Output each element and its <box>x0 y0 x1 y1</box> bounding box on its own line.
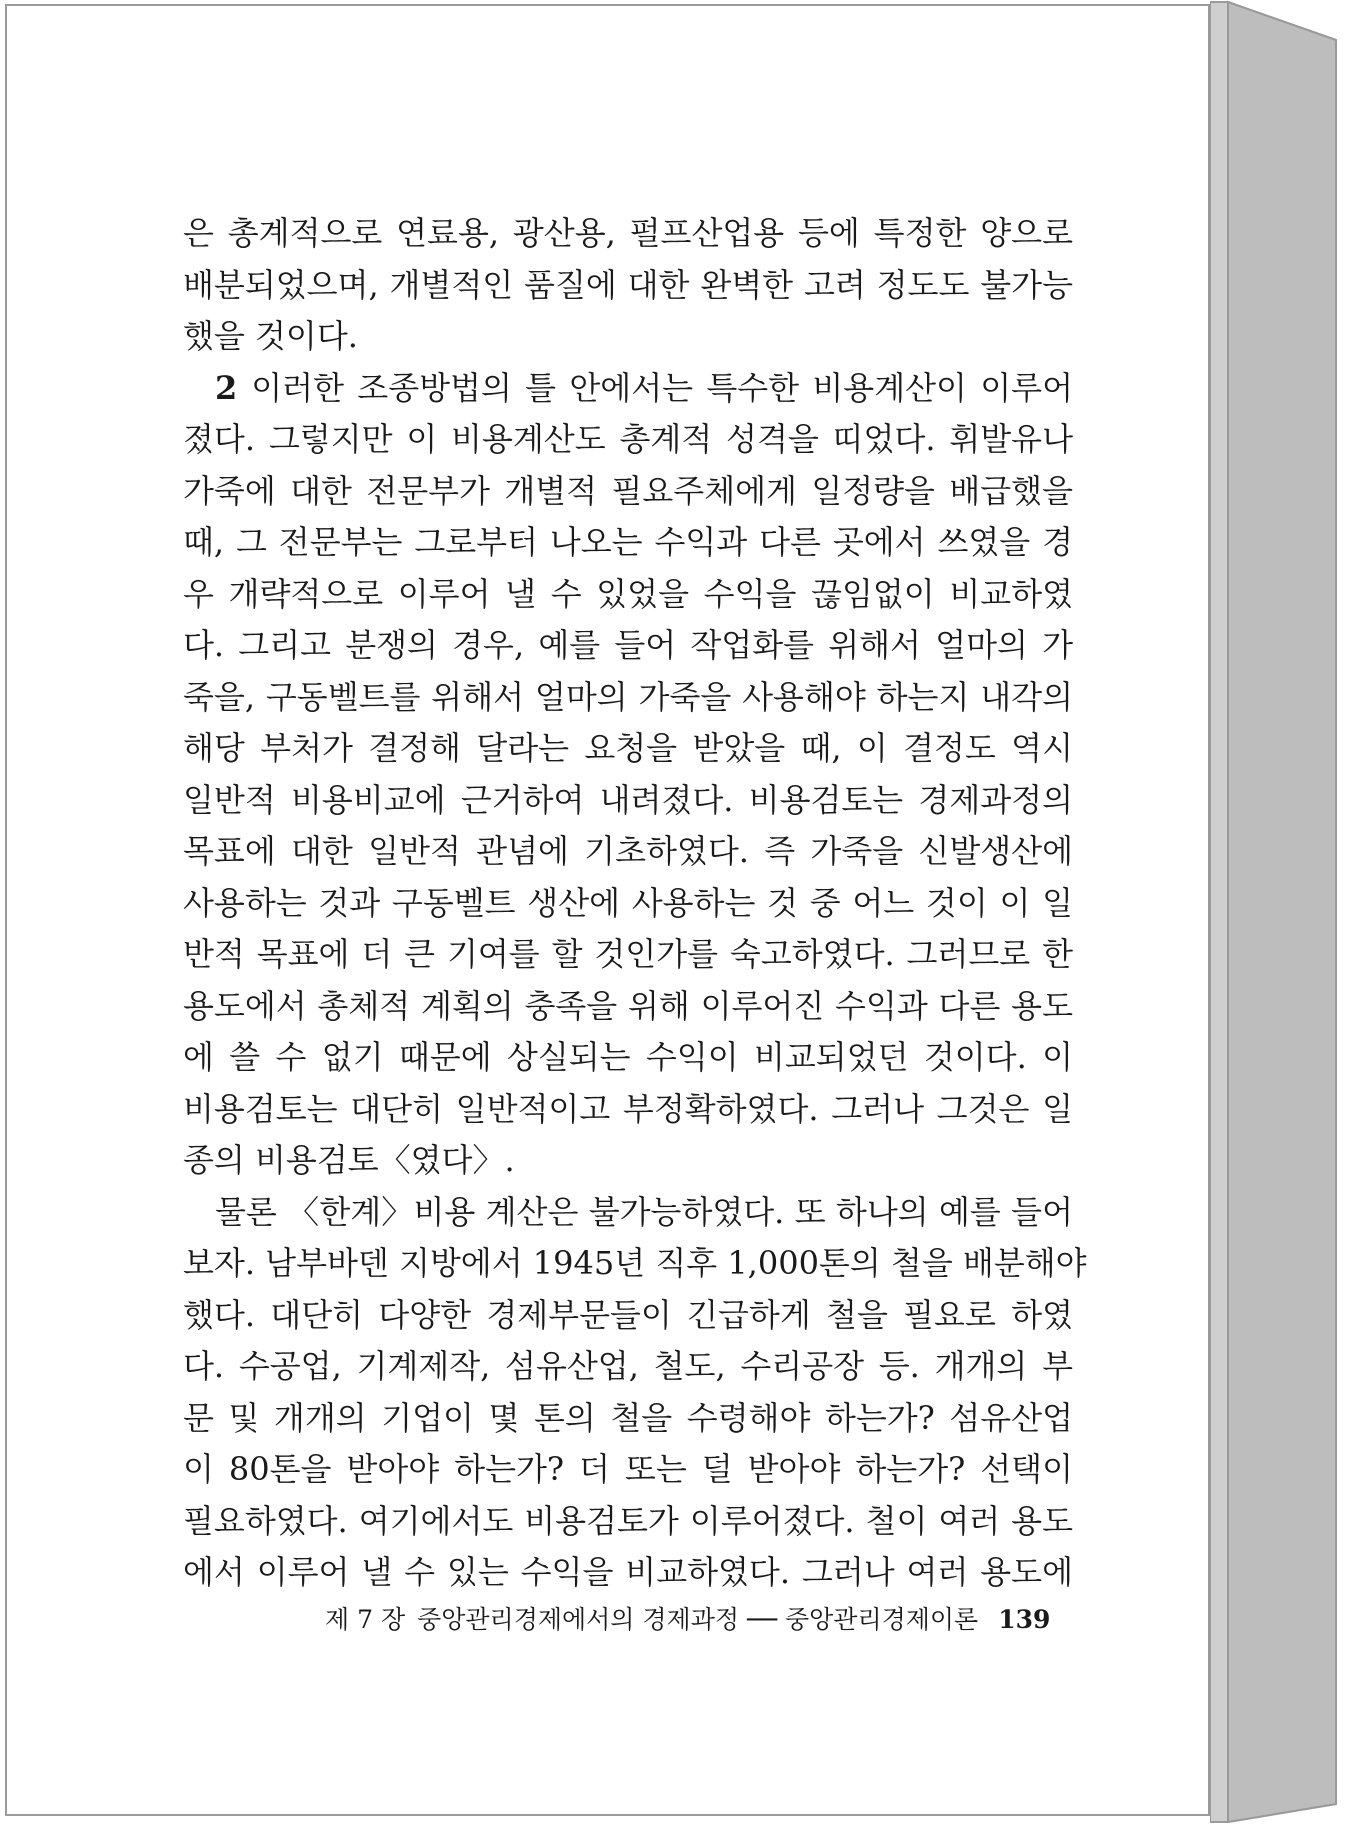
text-line: 용도에서 총체적 계획의 충족을 위해 이루어진 수익과 다른 용도 <box>183 986 1073 1025</box>
chapter-label: 제 7 장 <box>325 1605 406 1634</box>
text-line: 문 및 개개의 기업이 몇 톤의 철을 수령해야 하는가? 섬유산업 <box>183 1398 1073 1437</box>
text-line: 이 80톤을 받아야 하는가? 더 또는 덜 받아야 하는가? 선택이 <box>183 1450 1073 1488</box>
text-line: 사용하는 것과 구동벨트 생산에 사용하는 것 중 어느 것이 이 일 <box>183 883 1073 922</box>
text-line: 했다. 대단히 다양한 경제부문들이 긴급하게 철을 필요로 하였 <box>183 1295 1073 1334</box>
body-text <box>183 208 1087 1599</box>
book-page-edge <box>1210 0 1368 1824</box>
page-footer <box>325 1600 1051 1636</box>
text-line: 종의 비용검토〈였다〉. <box>183 1141 515 1179</box>
text-line: 에 쓸 수 없기 때문에 상실되는 수익이 비교되었던 것이다. 이 <box>183 1038 1073 1076</box>
text-line: 이러한 조종방법의 틀 안에서는 특수한 비용계산이 이루어 <box>251 368 1073 407</box>
text-line: 때, 그 전문부는 그로부터 나오는 수익과 다른 곳에서 쓰였을 경 <box>183 523 1073 561</box>
text-line: 반적 목표에 더 큰 기여를 할 것인가를 숙고하였다. 그러므로 한 <box>183 935 1073 973</box>
page-number: 139 <box>998 1605 1051 1634</box>
paragraph-3-first-line: 물론 〈한계〉비용 계산은 불가능하였다. 또 하나의 예를 들어 <box>215 1192 1073 1231</box>
text-line: 비용검토는 대단히 일반적이고 부정확하였다. 그러나 그것은 일 <box>183 1089 1073 1128</box>
text-line: 필요하였다. 여기에서도 비용검토가 이루어졌다. 철이 여러 용도 <box>183 1501 1073 1540</box>
paragraph-number: 2 <box>215 368 238 407</box>
text-line: 우 개략적으로 이루어 낼 수 있었을 수익을 끊임없이 비교하였 <box>183 574 1073 613</box>
paragraph-2-first-line <box>183 363 1073 415</box>
text-line: 해당 부처가 결정해 달라는 요청을 받았을 때, 이 결정도 역시 <box>183 729 1073 767</box>
text-line: 다. 수공업, 기계제작, 섬유산업, 철도, 수리공장 등. 개개의 부 <box>183 1347 1073 1385</box>
text-line: 했을 것이다. <box>183 317 358 355</box>
text-line: 일반적 비용비교에 근거하여 내려졌다. 비용검토는 경제과정의 <box>183 780 1073 819</box>
text-line: 목표에 대한 일반적 관념에 기초하였다. 즉 가죽을 신발생산에 <box>183 832 1073 870</box>
running-title: 중앙관리경제에서의 경제과정 ── 중앙관리경제이론 <box>417 1605 979 1634</box>
text-line: 다. 그리고 분쟁의 경우, 예를 들어 작업화를 위해서 얼마의 가 <box>183 626 1073 664</box>
text-line: 죽을, 구동벨트를 위해서 얼마의 가죽을 사용해야 하는지 내각의 <box>183 677 1073 716</box>
text-line: 에서 이루어 낼 수 있는 수익을 비교하였다. 그러나 여러 용도에 <box>183 1553 1073 1591</box>
text-line: 은 총계적으로 연료용, 광산용, 펄프산업용 등에 특정한 양으로 <box>183 214 1073 252</box>
text-line: 배분되었으며, 개별적인 품질에 대한 완벽한 고려 정도도 불가능 <box>183 265 1073 304</box>
text-line: 보자. 남부바덴 지방에서 1945년 직후 1,000톤의 철을 배분해야 <box>183 1244 1087 1282</box>
text-line: 가죽에 대한 전문부가 개별적 필요주체에게 일정량을 배급했을 <box>183 471 1073 510</box>
text-line: 졌다. 그렇지만 이 비용계산도 총계적 성격을 띠었다. 휘발유나 <box>183 420 1073 458</box>
